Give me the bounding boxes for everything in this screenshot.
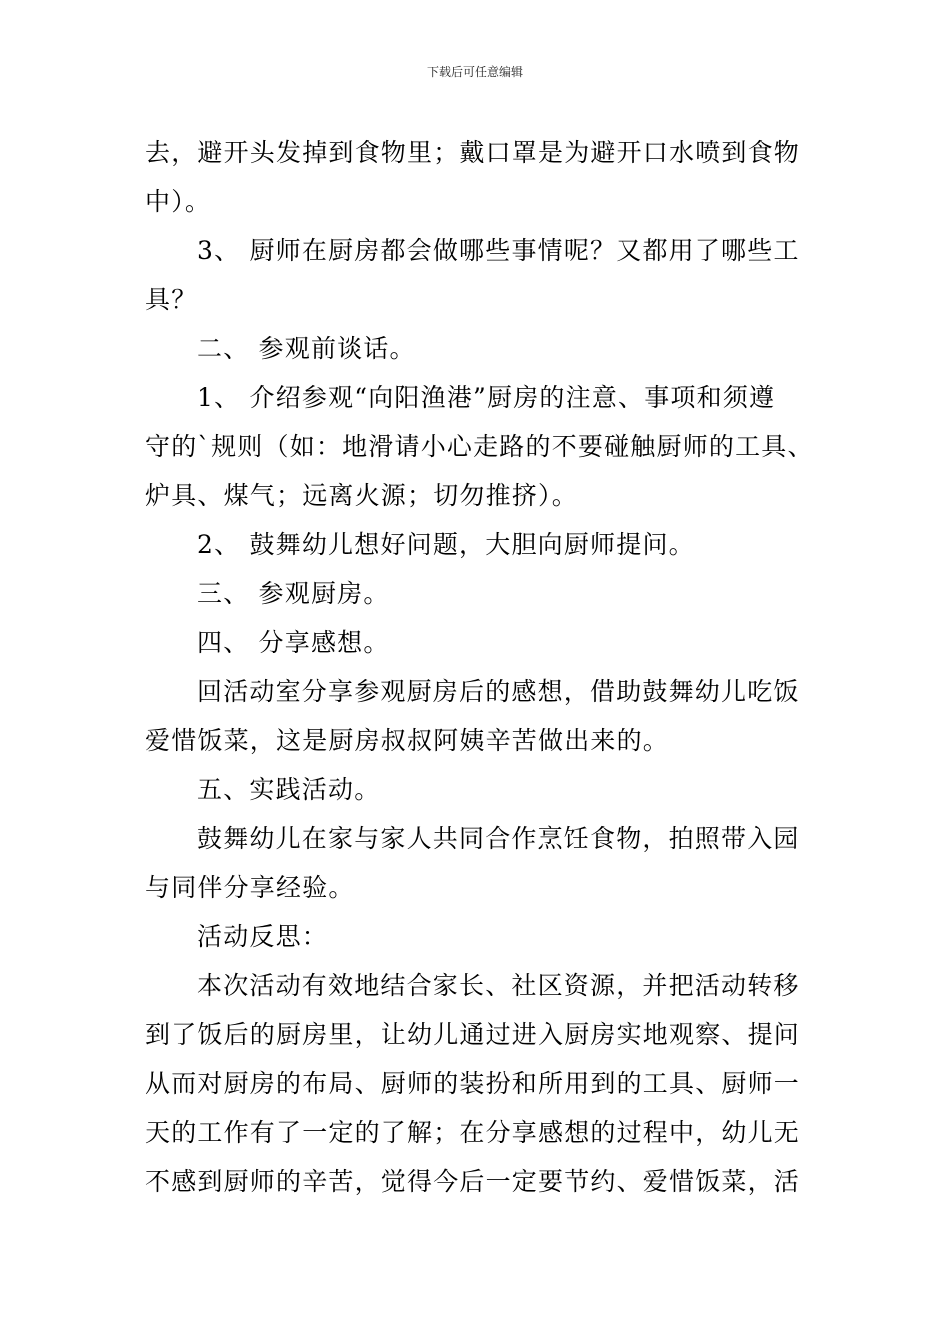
section-heading-5: 五、实践活动。 (197, 775, 381, 804)
paragraph-line: 炉具、煤气；远离火源；切勿推挤）。 (145, 481, 578, 510)
paragraph-line: 爱惜饭菜，这是厨房叔叔阿姨辛苦做出来的。 (145, 726, 670, 755)
section-heading-4: 四、 分享感想。 (197, 628, 390, 657)
paragraph-line: 中）。 (145, 187, 212, 216)
paragraph-line: 到了饭后的厨房里，让幼儿通过进入厨房实地观察、提问 (145, 1020, 801, 1049)
paragraph-line: 鼓舞幼儿在家与家人共同合作烹饪食物，拍照带入园 (197, 824, 800, 853)
list-item-2: 2、 鼓舞幼儿想好问题，大胆向厨师提问。 (197, 530, 695, 559)
document-body (145, 128, 814, 1206)
paragraph-line: 回活动室分享参观厨房后的感想，借助鼓舞幼儿吃饭 (197, 677, 800, 706)
section-heading-3: 三、 参观厨房。 (197, 579, 390, 608)
paragraph-line: 守的`规则（如：地滑请小心走路的不要碰触厨师的工具、 (145, 432, 814, 461)
paragraph-line: 去，避开头发掉到食物里；戴口罩是为避开口水喷到食物 (145, 138, 801, 167)
page-header: 下载后可任意编辑 (426, 65, 523, 79)
reflection-heading: 活动反思： (197, 922, 329, 951)
paragraph-line: 与同伴分享经验。 (145, 873, 355, 902)
paragraph-line: 本次活动有效地结合家长、社区资源，并把活动转移 (197, 971, 800, 1000)
paragraph-line: 天的工作有了一定的了解；在分享感想的过程中，幼儿无 (145, 1118, 801, 1147)
paragraph-line: 不感到厨师的辛苦，觉得今后一定要节约、爱惜饭菜，活 (145, 1167, 801, 1196)
paragraph-line: 从而对厨房的布局、厨师的装扮和所用到的工具、厨师一 (145, 1069, 801, 1098)
section-heading-2: 二、 参观前谈话。 (197, 334, 416, 363)
list-item-3: 3、 厨师在厨房都会做哪些事情呢？又都用了哪些工 (197, 236, 800, 265)
paragraph-line: 具？ (145, 285, 198, 314)
list-item-1: 1、 介绍参观“向阳渔港”厨房的注意、事项和须遵 (197, 383, 776, 412)
